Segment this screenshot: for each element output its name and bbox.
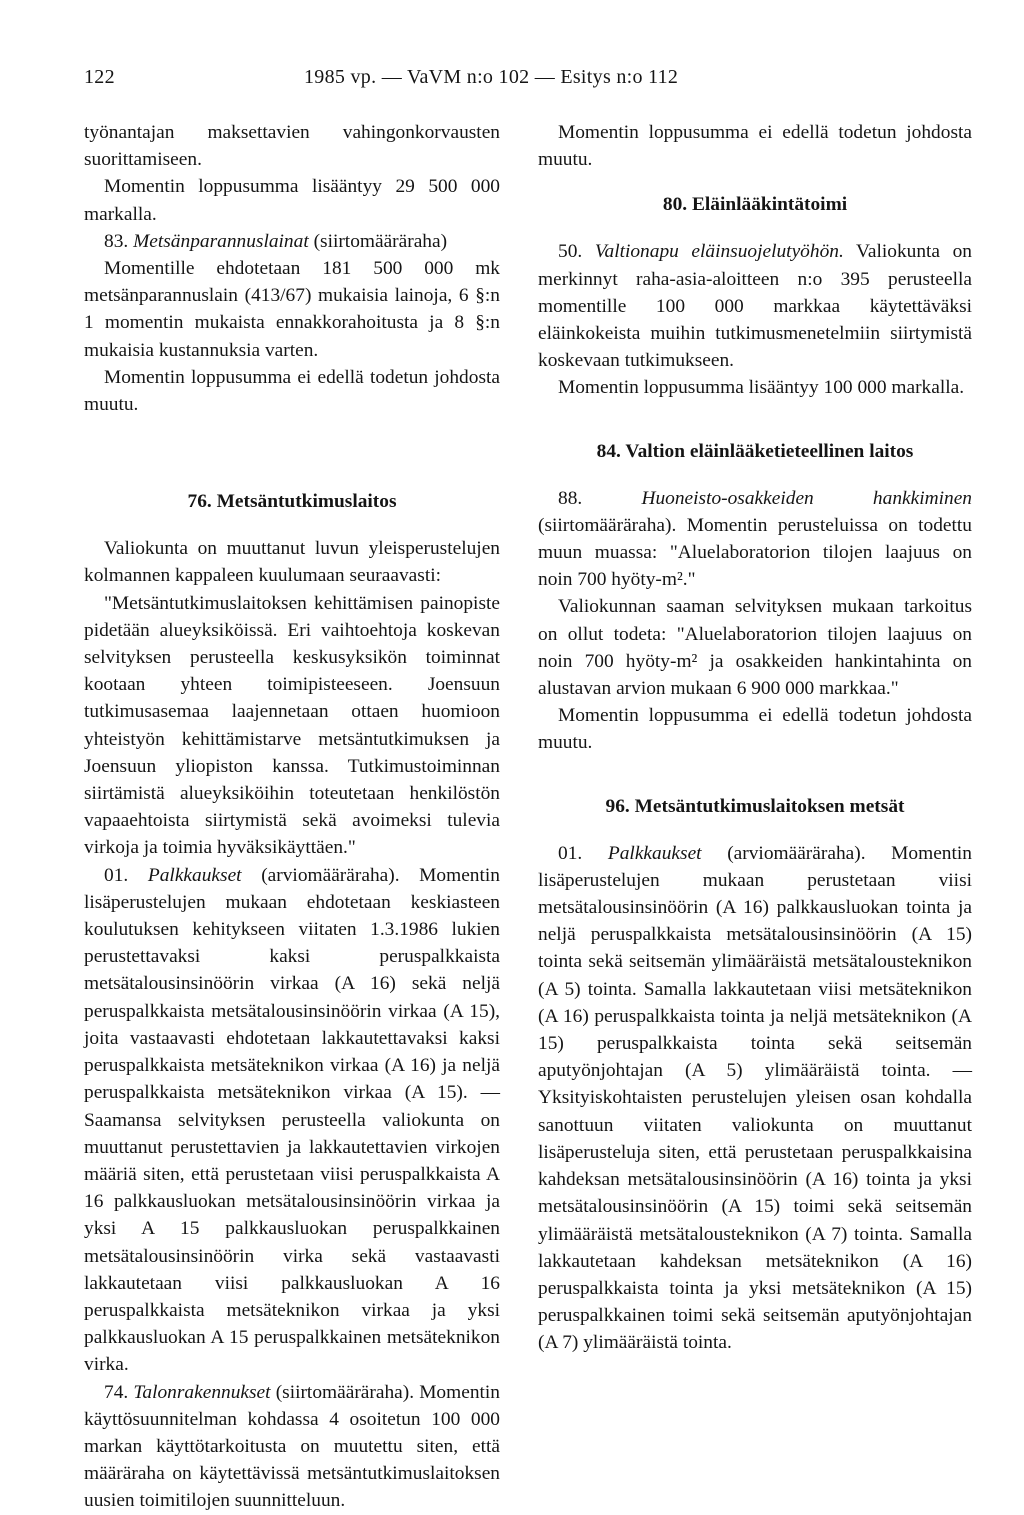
paragraph: Momentin loppusumma lisääntyy 100 000 markalla. xyxy=(558,377,965,399)
paragraph: Momentille ehdotetaan 181 500 000 mk metsänparannuslain (413/67) mukaisia lainoja, 6 §:n 1 momentin mukaista ennakkorahoitusta ja 8 §:n mukaisia kustannuksia varten. xyxy=(84,258,500,361)
paragraph: 01. Palkkaukset (arviomääräraha). Momentin lisäperustelujen mukaan ehdotetaan keskiasteen koulutuksen kehitykseen viitaten 1.3.1986 lukien perustettavaksi kaksi peruspalkkaista metsätalousinsinöörin virkaa (A 16) sekä neljä peruspalkkaista metsätalousinsinöörin virkaa (A 15), joita vastaavasti ehdotetaan lakkautettavaksi kaksi peruspalkkaista metsäteknikon virkaa (A 16) ja neljä peruspalkkaista metsäteknikon virkaa (A 15). — Saamansa selvityksen perusteella valiokunta on muuttanut perustettavien ja lakkautettavien virkojen määriä siten, että perustetaan viisi peruspalkkaista A 16 palkkausluokan metsätalousinsinöörin virkaa ja yksi A 15 palkkausluokan peruspalkkainen metsätalousinsinöörin virka sekä vastaavasti lakkautetaan viisi palkkausluokan A 16 peruspalkkaista metsäteknikon virkaa ja yksi palkkausluokan A 15 peruspalkkainen metsäteknikon virka. xyxy=(84,864,500,1376)
section-item-title: Talonrakennukset xyxy=(133,1381,271,1403)
section-heading: 84. Valtion eläinlääketieteellinen laitos xyxy=(596,440,914,462)
section-item-title: Palkkaukset xyxy=(607,842,702,864)
paragraph: 88. Huoneisto-osakkeiden hankkiminen (siirtomääräraha). Momentin perusteluissa on todettu muun muassa: "Aluelaboratorion tilojen laajuus on noin 700 hyöty-m²." xyxy=(538,487,972,591)
paragraph: 74. Talonrakennukset (siirtomääräraha). Momentin käyttösuunnitelman kohdassa 4 osoitetun 100 000 markan käyttötarkoitusta on muutettu siten, että määräraha on käytettävissä metsäntutkimuslaitoksen uusien toimitilojen suunnitteluun. xyxy=(84,1381,500,1512)
paragraph: Momentin loppusumma ei edellä todetun johdosta muutu. xyxy=(538,122,972,171)
section-item-title: Metsänparannuslainat xyxy=(133,230,309,252)
section-item-title: Huoneisto-osakkeiden hankkiminen xyxy=(641,487,972,509)
page-number: 122 xyxy=(84,66,115,88)
section-heading: 80. Eläinlääkintätoimi xyxy=(662,194,848,216)
paragraph: 01. Palkkaukset (arviomääräraha). Momentin lisäperustelujen mukaan perustetaan viisi metsätalousinsinöörin (A 16) palkkausluokan tointa ja neljä peruspalkkaista metsätalousinsinöörin (A 15) tointa sekä seitsemän ylimääräistä metsätalousteknikon (A 5) tointa. Samalla lakkautetaan viisi metsäteknikon (A 16) peruspalkkaista tointa ja neljä metsäteknikon (A 15) peruspalkkaista tointa sekä seitsemän aputyönjohtajan (A 5) ylimääräistä tointa. — Yksityiskohtaisten perustelujen yleisen osan kohdalla sanottuun viitaten valiokunta on muuttanut lisäperusteluja siten, että perustetaan peruspalkkaisina kahdeksan metsätalousinsinöörin (A 16) tointa ja yksi metsätalousinsinöörin (A 15) toimi sekä seitsemän ylimääräistä metsätalousteknikon (A 7) tointa. Samalla lakkautetaan kahdeksan metsäteknikon (A 16) peruspalkkaista tointa ja yksi metsäteknikon (A 15) peruspalkkainen toimi sekä seitsemän aputyönjohtajan (A 7) ylimääräistä tointa. xyxy=(538,842,972,1354)
right-column xyxy=(538,119,972,1357)
running-title: 1985 vp. — VaVM n:o 102 — Esitys n:o 112 xyxy=(304,66,679,88)
section-heading: 96. Metsäntutkimuslaitoksen metsät xyxy=(605,795,905,817)
section-item-title: Valtionapu eläinsuojelutyöhön. xyxy=(594,241,844,263)
left-column xyxy=(84,119,500,1515)
paragraph: Valiokunta on muuttanut luvun yleisperustelujen kolmannen kappaleen kuulumaan seuraavasti: xyxy=(84,538,500,587)
section-item-title: Palkkaukset xyxy=(147,864,242,886)
paragraph: 50. Valtionapu eläinsuojelutyöhön. Valiokunta on merkinnyt raha-asia-aloitteen n:o 395 perusteella momentille 100 000 markkaa käytettäväksi eläinkokeista muihin tutkimusmenetelmiin siirtymistä koskevaan tutkimukseen. xyxy=(538,241,972,372)
page-header xyxy=(84,66,678,89)
paragraph: Momentin loppusumma ei edellä todetun johdosta muutu. xyxy=(84,366,500,416)
section-heading: 76. Metsäntutkimuslaitos xyxy=(187,491,397,513)
paragraph: Momentin loppusumma lisääntyy 29 500 000 markalla. xyxy=(84,176,500,225)
paragraph: Valiokunnan saaman selvityksen mukaan tarkoitus on ollut todeta: "Aluelaboratorion tilojen laajuus on noin 700 hyöty-m² ja osakkeiden hankintahinta on alustavan arvion mukaan 6 900 000 markkaa." xyxy=(538,596,972,700)
paragraph: Momentin loppusumma ei edellä todetun johdosta muutu. xyxy=(538,705,972,754)
paragraph: 83. Metsänparannuslainat (siirtomääräraha) xyxy=(104,230,448,252)
quoted-paragraph: "Metsäntutkimuslaitoksen kehittämisen painopiste pidetään alueyksiköissä. Eri vaihtoehtoja koskevan selvityksen perusteella keskusyksikön toiminnat kootaan yhteen toimipisteeseen. Joensuun tutkimusasemaa laajennetaan ottaen huomioon yhteistyön kehittämistarve metsäntutkimuksen ja Joensuun yliopiston kanssa. Tutkimustoiminnan siirtämistä alueyksiköihin toteutetaan henkilöstön vapaaehtoista siirtymistä sekä avoimeksi tulevia virkoja ja toimia hyväksikäyttäen." xyxy=(84,592,500,859)
paragraph: työnantajan maksettavien vahingonkorvausten suorittamiseen. xyxy=(84,122,500,171)
